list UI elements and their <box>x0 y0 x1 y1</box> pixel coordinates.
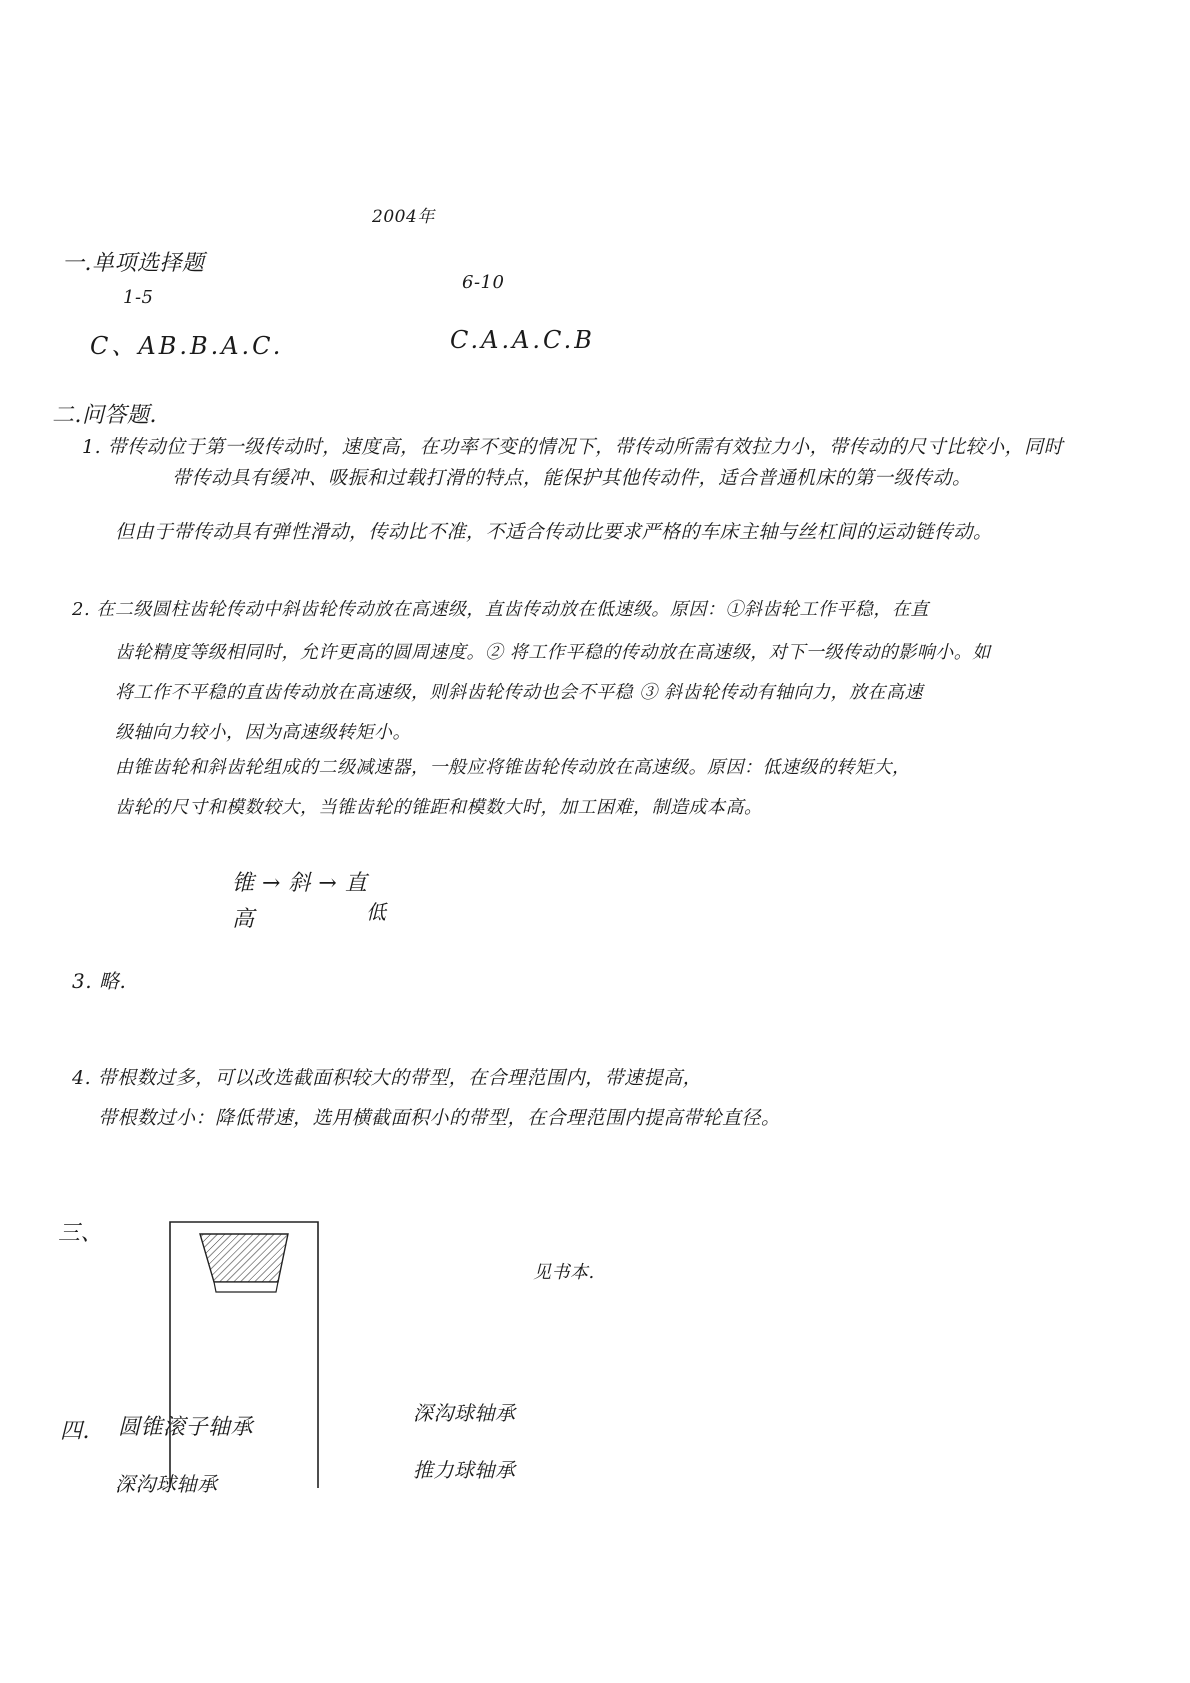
bearing-answer-4: 推力球轴承 <box>413 1458 516 1482</box>
q3-text: 3. 略. <box>72 969 127 993</box>
gear-order-sequence: 锥 → 斜 → 直 <box>232 871 368 896</box>
answers-6-10: C.A.A.C.B <box>450 326 595 354</box>
section1-title: 一.单项选择题 <box>62 251 205 276</box>
q4-line2: 带根数过小：降低带速，选用横截面积小的带型，在合理范围内提高带轮直径。 <box>98 1107 781 1129</box>
section3-label: 三、 <box>58 1221 104 1246</box>
bearing-answer-1: 圆锥滚子轴承 <box>118 1415 254 1440</box>
pulley-groove-sketch <box>168 1220 320 1488</box>
gear-order-low: 低 <box>366 900 387 924</box>
year-heading: 2004年 <box>372 207 435 227</box>
q2-line1: 2. 在二级圆柱齿轮传动中斜齿轮传动放在高速级，直齿传动放在低速级。原因：①斜齿轮工作平稳，在直 <box>72 599 929 620</box>
q2-line3: 将工作不平稳的直齿传动放在高速级，则斜齿轮传动也会不平稳 ③ 斜齿轮传动有轴向力，放在高速 <box>115 682 923 703</box>
q4-line1: 4. 带根数过多，可以改选截面积较大的带型，在合理范围内，带速提高， <box>72 1067 703 1089</box>
q1-line1: 1. 带传动位于第一级传动时，速度高，在功率不变的情况下，带传动所需有效拉力小，带传动的尺寸比较小，同时 <box>82 436 1064 458</box>
q1-line2: 带传动具有缓冲、吸振和过载打滑的特点，能保护其他传动件，适合普通机床的第一级传动。 <box>172 467 972 489</box>
q2-line2: 齿轮精度等级相同时，允许更高的圆周速度。② 将工作平稳的传动放在高速级，对下一级传动的影响小。如 <box>115 642 991 663</box>
section2-title: 二.问答题. <box>52 403 157 428</box>
answers-1-5: C、AB.B.A.C. <box>90 332 284 360</box>
range-6-10: 6-10 <box>462 272 505 293</box>
bearing-answer-2: 深沟球轴承 <box>115 1472 218 1496</box>
q1-line3: 但由于带传动具有弹性滑动，传动比不准，不适合传动比要求严格的车床主轴与丝杠间的运动链传动。 <box>115 521 993 543</box>
q2-line4: 级轴向力较小，因为高速级转矩小。 <box>115 722 411 743</box>
see-textbook-note: 见书本. <box>533 1262 595 1283</box>
bearing-answer-3: 深沟球轴承 <box>413 1401 516 1425</box>
range-1-5: 1-5 <box>123 287 154 308</box>
gear-order-high: 高 <box>232 907 255 932</box>
q2-line6: 齿轮的尺寸和模数较大，当锥齿轮的锥距和模数大时，加工困难，制造成本高。 <box>115 797 763 818</box>
section4-label: 四. <box>60 1419 90 1444</box>
q2-line5: 由锥齿轮和斜齿轮组成的二级减速器，一般应将锥齿轮传动放在高速级。原因：低速级的转矩大， <box>115 757 911 778</box>
